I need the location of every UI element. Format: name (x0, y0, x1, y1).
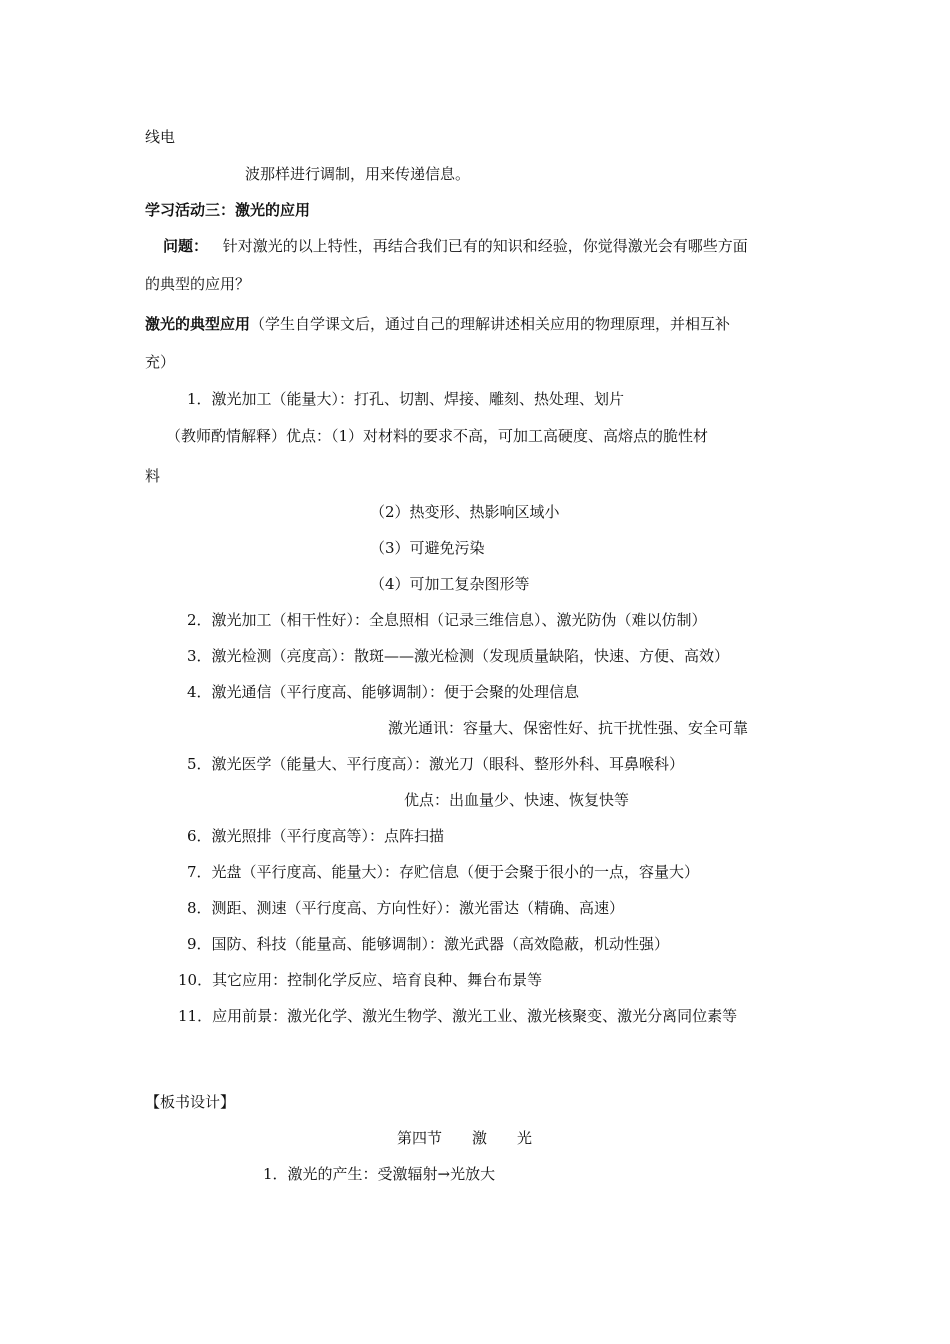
text-line: （教师酌情解释）优点：（1）对材料的要求不高，可加工高硬度、高熔点的脆性材 (166, 427, 709, 445)
text-line: 料 (145, 467, 161, 485)
list-item: 4．激光通信（平行度高、能够调制）：便于会聚的处理信息 (187, 683, 580, 701)
sub-item: 优点：出血量少、快速、恢复快等 (404, 791, 630, 809)
list-item: 3．激光检测（亮度高）：散斑——激光检测（发现质量缺陷，快速、方便、高效） (187, 647, 730, 665)
list-item: 11．应用前景：激光化学、激光生物学、激光工业、激光核聚变、激光分离同位素等 (178, 1007, 738, 1025)
board-item: 1．激光的产生：受激辐射→光放大 (263, 1165, 496, 1183)
text-line: 线电 (145, 128, 176, 146)
board-title: 第四节 激 光 (397, 1129, 533, 1147)
list-item: 7．光盘（平行度高、能量大）：存贮信息（便于会聚于很小的一点，容量大） (187, 863, 700, 881)
list-item: 8．测距、测速（平行度高、方向性好）：激光雷达（精确、高速） (187, 899, 625, 917)
text-line: 充） (145, 353, 176, 371)
list-item: 5．激光医学（能量大、平行度高）：激光刀（眼科、整形外科、耳鼻喉科） (187, 755, 685, 773)
applications-label: 激光的典型应用 (145, 315, 251, 333)
list-item: 6．激光照排（平行度高等）：点阵扫描 (187, 827, 445, 845)
text-line: 的典型的应用？ (145, 275, 251, 293)
applications-intro (145, 314, 730, 334)
sub-item: （3）可避免污染 (370, 539, 485, 557)
list-item: 2．激光加工（相干性好）：全息照相（记录三维信息）、激光防伪（难以仿制） (187, 611, 707, 629)
text-line: 波那样进行调制，用来传递信息。 (245, 165, 471, 183)
question-label: 问题： (163, 237, 209, 255)
list-item: 10．其它应用：控制化学反应、培育良种、舞台布景等 (178, 971, 543, 989)
question-line (163, 236, 748, 256)
question-text: 针对激光的以上特性，再结合我们已有的知识和经验，你觉得激光会有哪些方面 (222, 237, 748, 255)
sub-item: （2）热变形、热影响区域小 (370, 503, 560, 521)
list-item: 9．国防、科技（能量高、能够调制）：激光武器（高效隐蔽，机动性强） (187, 935, 670, 953)
applications-text: （学生自学课文后，通过自己的理解讲述相关应用的物理原理，并相互补 (250, 315, 731, 333)
list-item: 1．激光加工（能量大）：打孔、切割、焊接、雕刻、热处理、划片 (187, 390, 625, 408)
sub-item: （4）可加工复杂图形等 (370, 575, 530, 593)
board-design-heading: 【板书设计】 (145, 1093, 236, 1111)
sub-item: 激光通讯：容量大、保密性好、抗干扰性强、安全可靠 (388, 719, 749, 737)
section-heading: 学习活动三：激光的应用 (145, 201, 311, 219)
